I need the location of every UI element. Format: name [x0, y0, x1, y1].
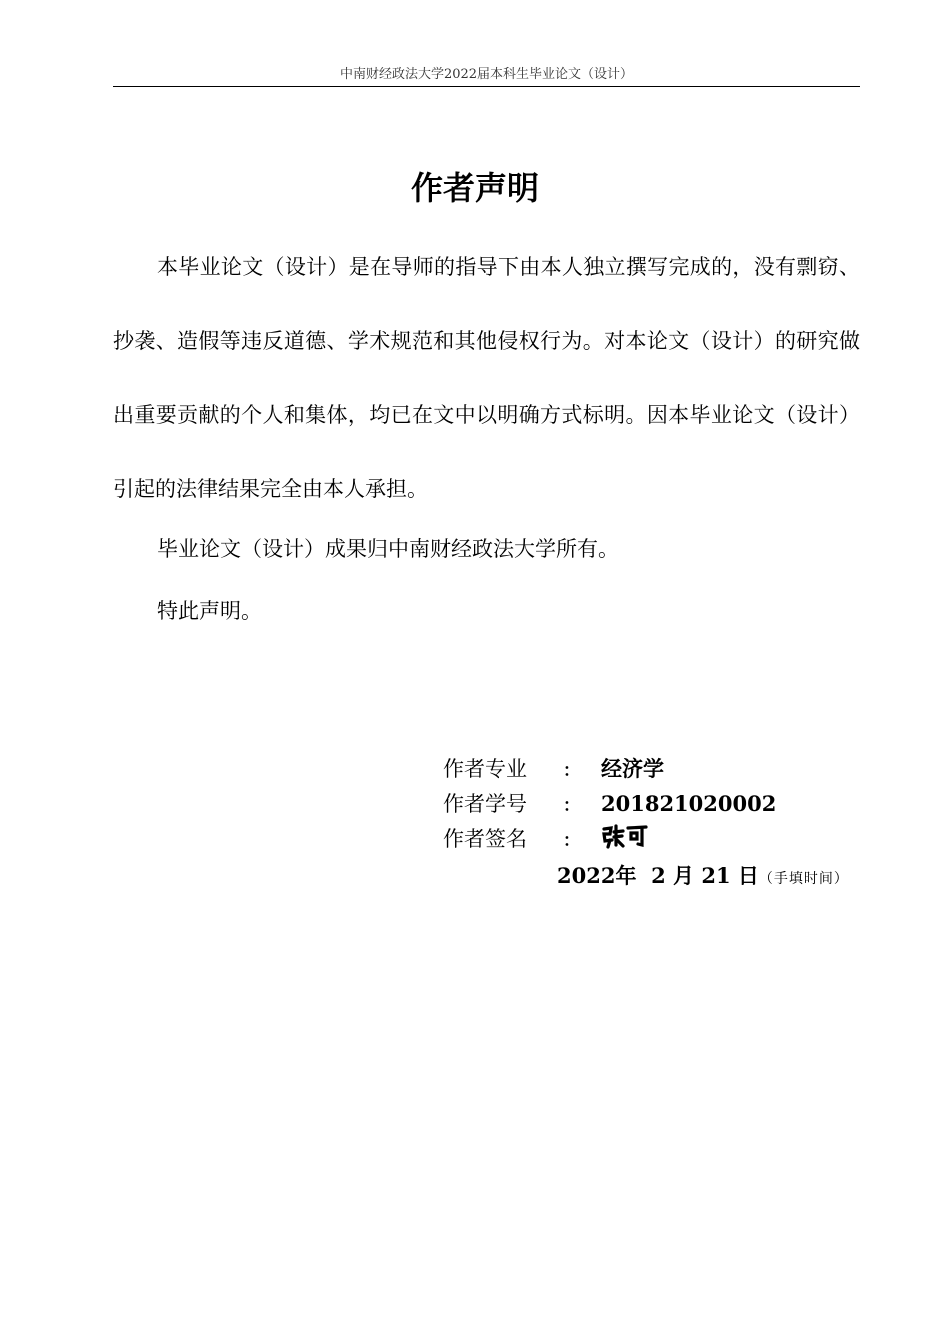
date-year-unit: 年	[615, 863, 637, 888]
date-month-unit: 月	[673, 863, 695, 888]
author-signature-colon: ：	[563, 831, 580, 851]
declaration-paragraph-3: 特此声明。	[157, 599, 262, 623]
date-year: 2022	[557, 863, 616, 888]
date-day: 21	[701, 863, 731, 888]
author-id-value: 201821020002	[601, 791, 777, 816]
page-header: 中南财经政法大学2022届本科生毕业论文（设计）	[339, 67, 634, 82]
date-month: 2	[651, 863, 666, 888]
date-day-unit: 日	[737, 863, 759, 888]
author-id-colon: ：	[563, 796, 580, 816]
page-title: 作者声明	[410, 169, 539, 207]
declaration-paragraph-1: 本毕业论文（设计）是在导师的指导下由本人独立撰写完成的，没有剽窃、抄袭、造假等违反道德、学术规范和其他侵权行为。对本论文（设计）的研究做出重要贡献的个人和集体，均已在文中以明确方式标明。因本毕业论文（设计）引起的法律结果完全由本人承担。	[113, 255, 860, 501]
author-id-label: 作者学号	[443, 792, 527, 816]
date-line	[557, 860, 849, 895]
declaration-paragraph-2: 毕业论文（设计）成果归中南财经政法大学所有。	[157, 537, 619, 561]
author-signature-label: 作者签名	[443, 827, 527, 851]
header-divider	[113, 86, 860, 87]
handwritten-signature	[601, 821, 651, 851]
author-major-value: 经济学	[601, 756, 664, 781]
author-major-label: 作者专业	[443, 757, 527, 781]
date-note: （手填时间）	[758, 871, 849, 887]
author-major-colon: ：	[563, 761, 580, 781]
